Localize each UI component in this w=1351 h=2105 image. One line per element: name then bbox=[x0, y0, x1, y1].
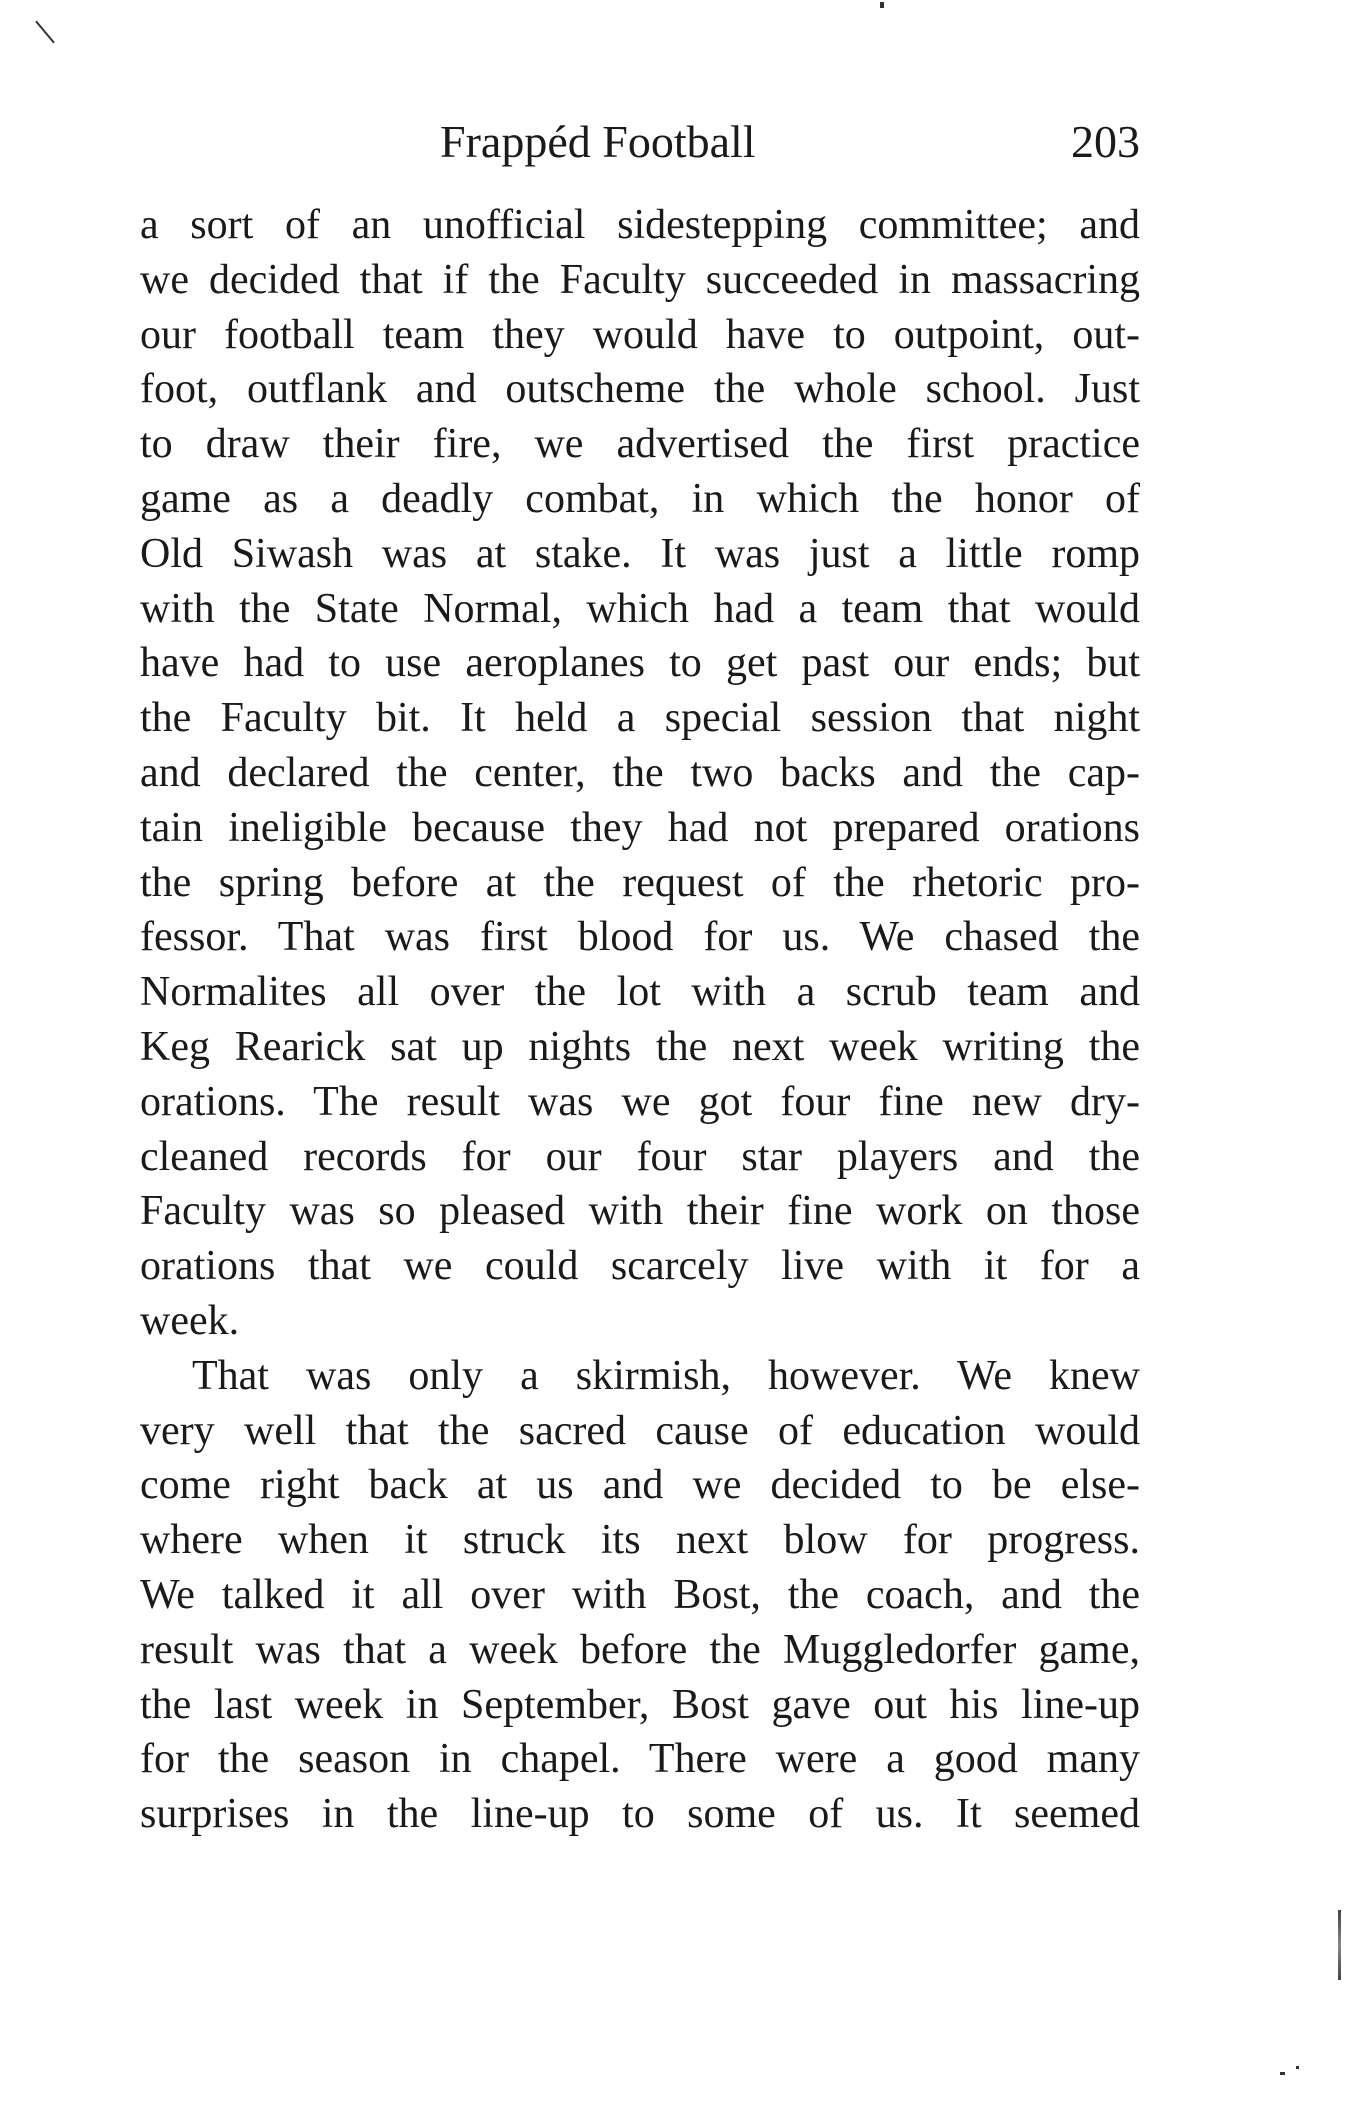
text-line: for the season in chapel. There were a good many bbox=[140, 1736, 1140, 1783]
text-line: the last week in September, Bost gave out his line-up bbox=[140, 1681, 1140, 1728]
text-line: Normalites all over the lot with a scrub team and bbox=[140, 969, 1140, 1016]
text-line: have had to use aeroplanes to get past our ends; but bbox=[140, 640, 1140, 687]
text-line: Old Siwash was at stake. It was just a little romp bbox=[140, 530, 1140, 577]
text-line: come right back at us and we decided to be else- bbox=[140, 1462, 1140, 1509]
page-number: 203 bbox=[1071, 116, 1140, 167]
text-line: That was only a skirmish, however. We knew bbox=[192, 1352, 1140, 1399]
text-line: orations. The result was we got four fine new dry- bbox=[140, 1078, 1140, 1125]
text-line: our football team they would have to outpoint, out- bbox=[140, 311, 1140, 358]
scan-speck bbox=[1280, 2072, 1285, 2075]
text-line: we decided that if the Faculty succeeded in massacring bbox=[140, 256, 1140, 303]
text-line: a sort of an unofficial sidestepping committee; and bbox=[140, 202, 1140, 248]
text-line: with the State Normal, which had a team that would bbox=[140, 585, 1140, 632]
text-line: cleaned records for our four star players and the bbox=[140, 1133, 1140, 1180]
text-line: fessor. That was first blood for us. We chased the bbox=[140, 914, 1140, 961]
running-title: Frappéd Football bbox=[440, 116, 756, 167]
text-line: tain ineligible because they had not prepared orations bbox=[140, 804, 1140, 851]
text-line: the Faculty bit. It held a special session that night bbox=[140, 695, 1140, 742]
scan-speck bbox=[880, 2, 884, 8]
text-line: We talked it all over with Bost, the coach, and the bbox=[140, 1571, 1140, 1618]
text-line: result was that a week before the Muggledorfer game, bbox=[140, 1626, 1140, 1673]
page-header bbox=[140, 112, 1140, 172]
paragraph-2 bbox=[140, 1349, 1140, 1842]
text-line: and declared the center, the two backs and the cap- bbox=[140, 749, 1140, 796]
paragraph-1 bbox=[140, 198, 1140, 1349]
text-line: orations that we could scarcely live with it for a bbox=[140, 1243, 1140, 1290]
body-text bbox=[140, 198, 1140, 1842]
text-line: Keg Rearick sat up nights the next week writing the bbox=[140, 1023, 1140, 1070]
text-line: game as a deadly combat, in which the honor of bbox=[140, 475, 1140, 522]
text-line: very well that the sacred cause of education would bbox=[140, 1407, 1140, 1454]
scan-speck bbox=[35, 21, 55, 44]
text-line: surprises in the line-up to some of us. It seemed bbox=[140, 1791, 1140, 1838]
text-line: Faculty was so pleased with their fine work on those bbox=[140, 1188, 1140, 1235]
scan-edge-mark bbox=[1338, 1910, 1341, 1980]
scan-speck bbox=[1296, 2066, 1299, 2069]
text-line: the spring before at the request of the rhetoric pro- bbox=[140, 859, 1140, 906]
text-line: week. bbox=[140, 1297, 240, 1344]
text-line: where when it struck its next blow for progress. bbox=[140, 1517, 1140, 1564]
text-line: foot, outflank and outscheme the whole school. Just bbox=[140, 366, 1140, 413]
text-line: to draw their fire, we advertised the first practice bbox=[140, 421, 1140, 468]
